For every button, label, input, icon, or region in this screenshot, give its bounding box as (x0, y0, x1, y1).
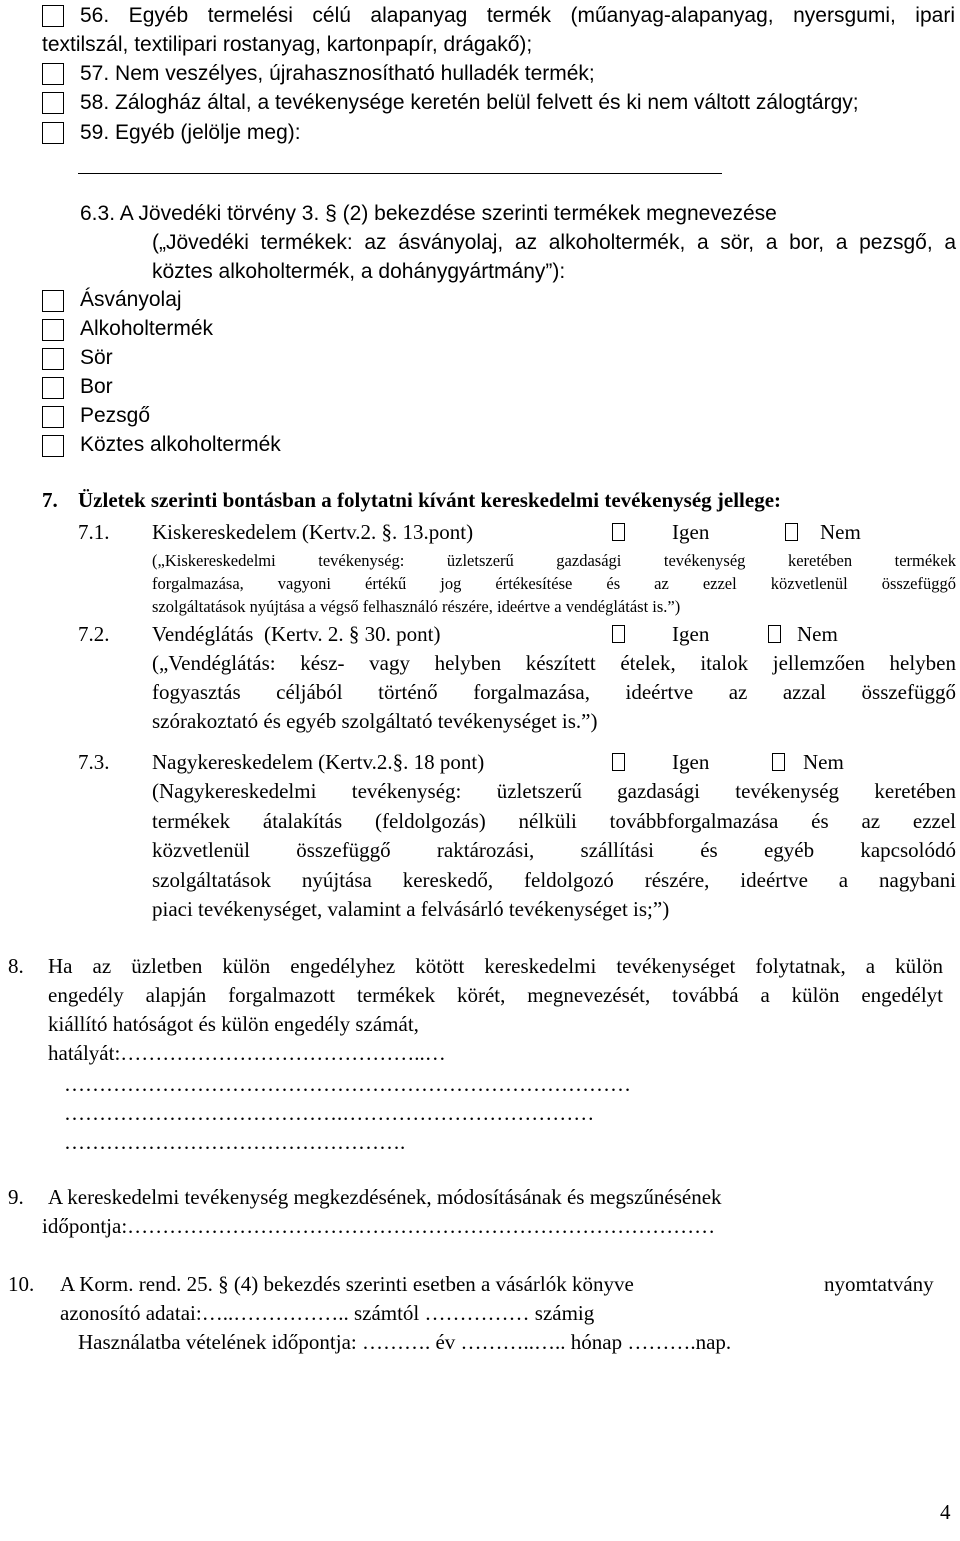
section-9-line-2[interactable]: időpontja:………………………………………………………………………… (42, 1214, 716, 1238)
s72-desc-2: fogyasztás céljából történő forgalmazása, ideértve az azzal összefüggő (152, 680, 956, 704)
checkbox-57[interactable] (42, 63, 64, 85)
s71-desc-3: szolgáltatások nyújtása a végső felhasználó részére, ideértve a vendéglátást is.”) (152, 597, 681, 616)
option-sor: Sör (80, 346, 113, 369)
item-58: 58. Zálogház által, a tevékenysége keretén belül felvett és ki nem váltott zálogtárgy; (80, 91, 859, 114)
s73-desc (152, 777, 956, 925)
s71-desc-1: („Kiskereskedelmi tevékenység: üzletszerű gazdasági tevékenység keretében termékek (152, 551, 956, 570)
checkbox-59[interactable] (42, 122, 64, 144)
section-6-3-desc-2: köztes alkoholtermék, a dohánygyártmány”): (152, 260, 566, 283)
s73-desc-1: (Nagykereskedelmi tevékenység: üzletszerű gazdasági tevékenység keretében (152, 779, 956, 803)
s72-desc (152, 649, 956, 736)
page-number: 4 (940, 1500, 951, 1524)
s72-label: Vendéglátás (Kertv. 2. § 30. pont) (152, 622, 441, 646)
option-asvanyolaj: Ásványolaj (80, 288, 182, 311)
option-bor: Bor (80, 375, 113, 398)
s73-yes-label: Igen (672, 750, 710, 774)
s73-yes-checkbox[interactable] (612, 753, 625, 771)
s73-number: 7.3. (78, 750, 110, 774)
s71-desc-2: forgalmazása, vagyoni értékű jog értékesítése és az ezzel közvetlenül összefüggő (152, 574, 956, 593)
checkbox-sor[interactable] (42, 348, 64, 370)
s73-desc-2: termékek átalakítás (feldolgozás) nélküli továbbforgalmazása és az ezzel (152, 808, 956, 833)
section-8-number: 8. (8, 954, 24, 978)
s71-no-label: Nem (820, 520, 861, 544)
s73-desc-5: piaci tevékenységet, valamint a felvásárló tevékenységet is;”) (152, 897, 670, 921)
s72-desc-1: („Vendéglátás: kész- vagy helyben készített ételek, italok jellemzően helyben (152, 651, 956, 675)
s72-no-label: Nem (797, 622, 838, 646)
section-10-number: 10. (8, 1272, 35, 1296)
section-8-text (48, 952, 943, 1068)
section-9-number: 9. (8, 1185, 24, 1209)
checkbox-koztes-alkoholtermek[interactable] (42, 435, 64, 457)
other-specify-line[interactable] (78, 173, 722, 174)
checkbox-pezsgo[interactable] (42, 406, 64, 428)
option-alkoholtermek: Alkoholtermék (80, 317, 214, 340)
section-8-dots-2[interactable]: ………………………………….……………………………… (64, 1101, 595, 1125)
section-8-line-2: engedély alapján forgalmazott termékek körét, megnevezését, továbbá a külön engedélyt (48, 983, 943, 1007)
s73-desc-4: szolgáltatások nyújtása kereskedő, feldolgozó részére, ideértve a nagybani (152, 867, 956, 892)
section-9-line-1: A kereskedelmi tevékenység megkezdésének, módosításának és megszűnésének (48, 1185, 722, 1209)
item-56-line1: 56. Egyéb termelési célú alapanyag termék (műanyag-alapanyag, nyersgumi, ipari (80, 4, 955, 27)
s71-yes-label: Igen (672, 520, 710, 544)
section-10-line-1b: nyomtatvány (824, 1272, 934, 1296)
s73-no-label: Nem (803, 750, 844, 774)
section-8-dots-3[interactable]: …………………………………………. (64, 1130, 406, 1154)
section-6-3-desc-1: („Jövedéki termékek: az ásványolaj, az alkoholtermék, a sör, a bor, a pezsgő, a (152, 231, 956, 254)
s73-no-checkbox[interactable] (772, 753, 785, 771)
section-10-line-3[interactable]: Használatba vételének időpontja: ………. év ………..….. hónap ……….nap. (78, 1330, 732, 1354)
s71-yes-checkbox[interactable] (612, 523, 625, 541)
section-8-hatalyat[interactable]: hatályát:……………………………………..… (48, 1041, 446, 1065)
s72-number: 7.2. (78, 622, 110, 646)
s73-desc-3: közvetlenül összefüggő raktározási, szállítási és egyéb kapcsolódó (152, 838, 956, 862)
checkbox-asvanyolaj[interactable] (42, 290, 64, 312)
s72-desc-3: szórakoztató és egyéb szolgáltató tevékenységet is.”) (152, 709, 598, 733)
section-7-number: 7. (42, 488, 58, 512)
section-10-line-2[interactable]: azonosító adatai:…..…………….. számtól …………… számig (60, 1301, 595, 1325)
s73-label: Nagykereskedelem (Kertv.2.§. 18 pont) (152, 750, 485, 774)
section-10-line-1a: A Korm. rend. 25. § (4) bekezdés szerinti esetben a vásárlók könyve (60, 1272, 634, 1296)
section-6-3-heading: 6.3. A Jövedéki törvény 3. § (2) bekezdése szerinti termékek megnevezése (80, 202, 777, 225)
item-57: 57. Nem veszélyes, újrahasznosítható hulladék termék; (80, 62, 595, 85)
s71-number: 7.1. (78, 520, 110, 544)
option-pezsgo: Pezsgő (80, 404, 151, 427)
s72-yes-checkbox[interactable] (612, 625, 625, 643)
checkbox-58[interactable] (42, 92, 64, 114)
s71-label: Kiskereskedelem (Kertv.2. §. 13.pont) (152, 520, 474, 544)
item-59: 59. Egyéb (jelölje meg): (80, 121, 301, 144)
s72-no-checkbox[interactable] (768, 625, 781, 643)
section-8-line-3: kiállító hatóságot és külön engedély számát, (48, 1012, 419, 1036)
item-56-line2: textilszál, textilipari rostanyag, kartonpapír, drágakő); (42, 33, 533, 56)
option-koztes-alkoholtermek: Köztes alkoholtermék (80, 433, 281, 456)
s71-no-checkbox[interactable] (785, 523, 798, 541)
section-8-dots-1[interactable]: ……………………………………………………………………… (64, 1072, 631, 1096)
checkbox-56[interactable] (42, 5, 64, 27)
checkbox-alkoholtermek[interactable] (42, 319, 64, 341)
s72-yes-label: Igen (672, 622, 710, 646)
section-7-title: Üzletek szerinti bontásban a folytatni kívánt kereskedelmi tevékenység jellege: (78, 488, 782, 512)
section-8-line-1: Ha az üzletben külön engedélyhez kötött kereskedelmi tevékenységet folytatnak, a külön (48, 954, 943, 978)
checkbox-bor[interactable] (42, 377, 64, 399)
s71-desc (152, 549, 956, 618)
